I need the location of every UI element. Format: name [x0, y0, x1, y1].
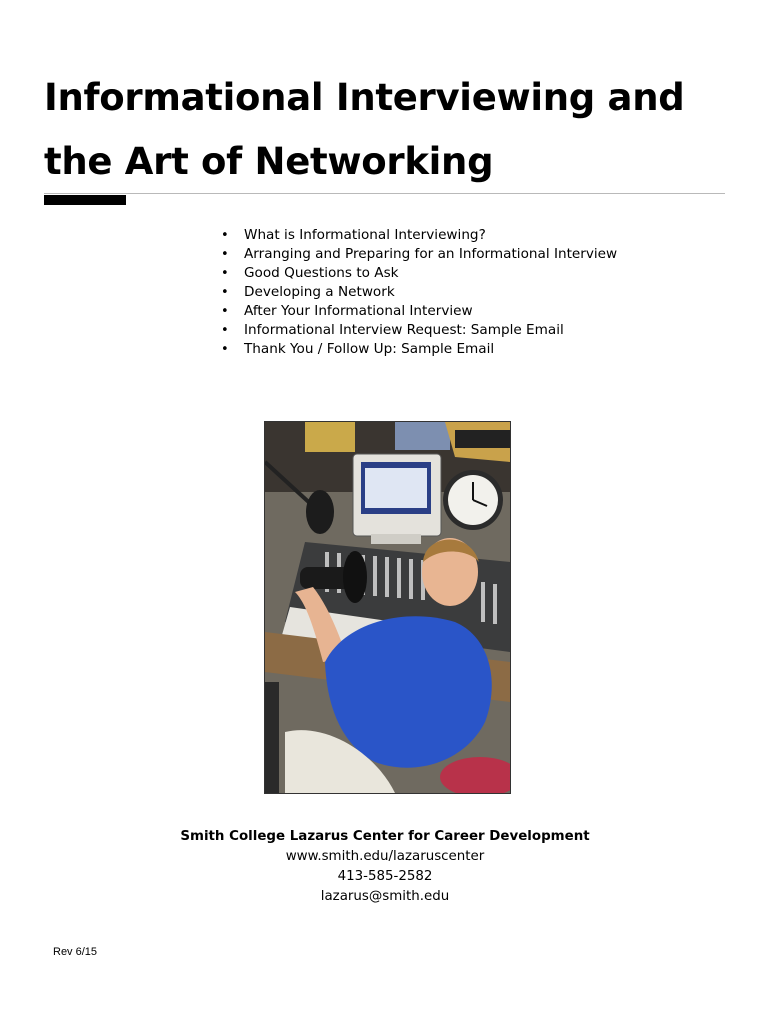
title-line-1: Informational Interviewing and	[44, 76, 685, 119]
contents-item: • After Your Informational Interview	[218, 302, 617, 321]
contents-item: • Informational Interview Request: Sample Email	[218, 321, 617, 340]
contents-item: • What is Informational Interviewing?	[218, 226, 617, 245]
phone-number: 413-585-2582	[337, 869, 433, 884]
title-line-2: the Art of Networking	[44, 140, 494, 183]
title-accent-bar	[44, 195, 126, 205]
document-title	[44, 66, 724, 194]
contents-item: • Arranging and Preparing for an Informational Interview	[218, 245, 617, 264]
organization-name: Smith College Lazarus Center for Career Development	[180, 829, 590, 844]
contents-item: • Developing a Network	[218, 283, 617, 302]
email-address: lazarus@smith.edu	[320, 889, 450, 904]
contents-list	[218, 226, 617, 359]
contents-item: • Good Questions to Ask	[218, 264, 617, 283]
radio-studio-photo	[264, 421, 511, 794]
revision-note: Rev 6/15	[53, 946, 98, 958]
contact-footer	[150, 827, 620, 907]
title-divider-line	[44, 193, 725, 194]
photo-illustration	[265, 422, 510, 793]
contents-item: • Thank You / Follow Up: Sample Email	[218, 340, 617, 359]
website-text: www.smith.edu/lazaruscenter	[285, 849, 485, 864]
